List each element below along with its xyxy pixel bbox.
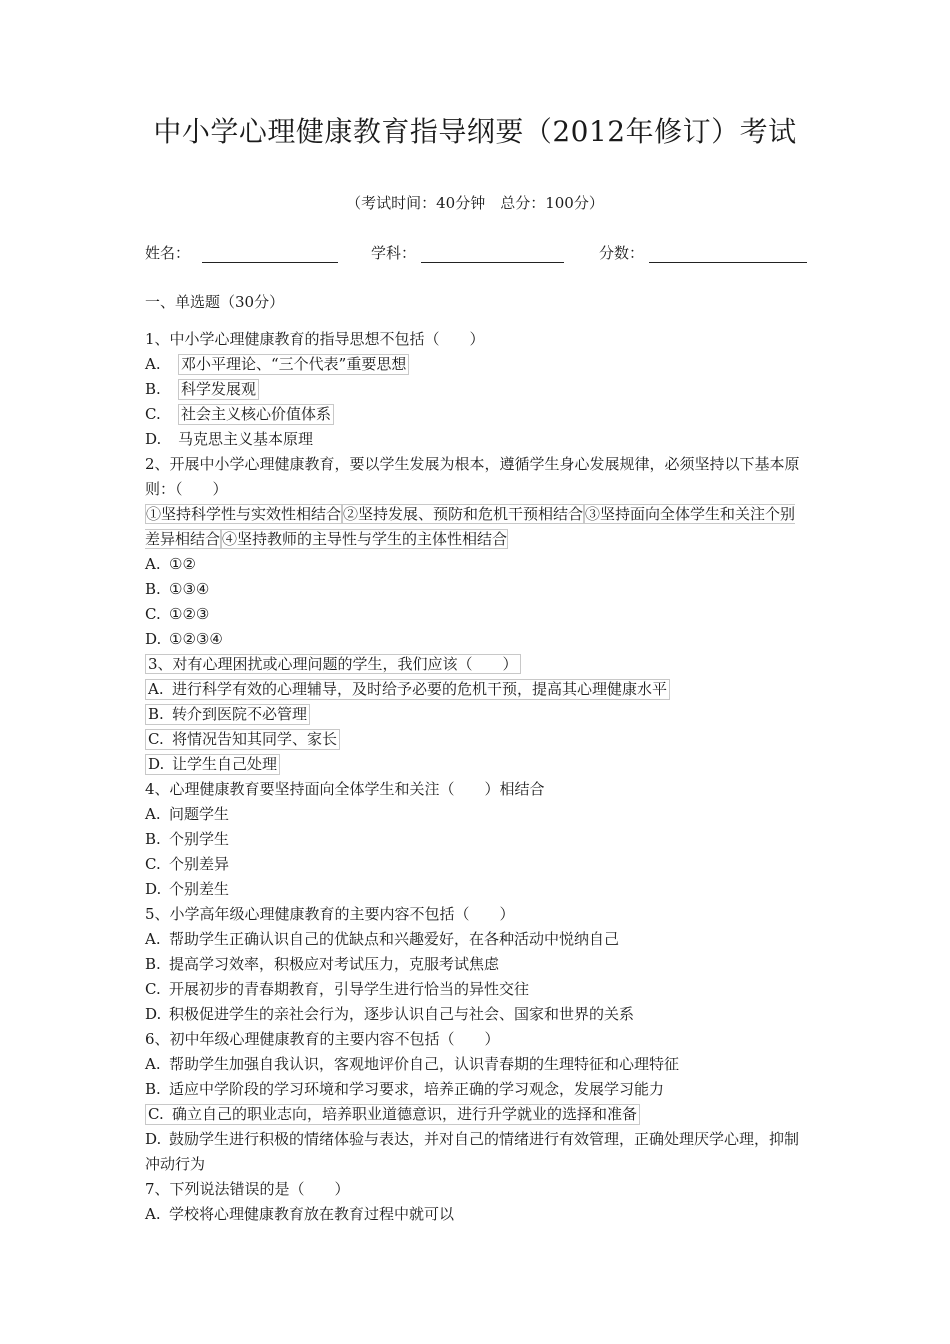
question-stem: 7、下列说法错误的是（ ） <box>145 1180 350 1198</box>
option-letter: A. <box>145 930 161 948</box>
option-text: 社会主义核心价值体系 <box>178 404 334 425</box>
option-c <box>145 852 810 877</box>
question-stem: 6、初中年级心理健康教育的主要内容不包括（ ） <box>145 1030 500 1048</box>
option-b <box>145 952 810 977</box>
option-letter: C. <box>145 855 161 873</box>
option-boxed-line <box>145 1104 640 1125</box>
option-a <box>145 1052 810 1077</box>
option-a <box>145 927 810 952</box>
option-text: 帮助学生加强自我认识，客观地评价自己，认识青春期的生理特征和心理特征 <box>169 1055 680 1073</box>
option-letter: A. <box>148 680 164 698</box>
option-text: 个别学生 <box>169 830 230 848</box>
option-d <box>145 877 810 902</box>
question-list <box>145 327 810 1227</box>
option-c <box>145 727 810 752</box>
option-boxed-line <box>145 679 670 700</box>
question-stem: 1、中小学心理健康教育的指导思想不包括（ ） <box>145 330 485 348</box>
option-a <box>145 802 810 827</box>
option-text: 将情况告知其同学、家长 <box>172 730 338 748</box>
option-letter: D. <box>145 1130 162 1148</box>
question-stem: 4、心理健康教育要坚持面向全体学生和关注（ ）相结合 <box>145 780 545 798</box>
principles-list <box>145 502 810 552</box>
principle-item: ④坚持教师的主导性与学生的主体性相结合 <box>222 530 508 548</box>
option-text: ①② <box>169 555 196 573</box>
option-letter: B. <box>148 705 164 723</box>
option-text: 马克思主义基本原理 <box>178 430 314 448</box>
option-a <box>145 552 810 577</box>
option-text: 帮助学生正确认识自己的优缺点和兴趣爱好，在各种活动中悦纳自己 <box>169 930 620 948</box>
exam-info: （考试时间：40分钟 总分：100分） <box>346 194 604 212</box>
option-b <box>145 702 810 727</box>
option-letter: D. <box>145 1005 162 1023</box>
option-text: 邓小平理论、“三个代表”重要思想 <box>178 354 409 375</box>
option-b <box>145 827 810 852</box>
option-letter: A. <box>145 1055 161 1073</box>
question-stem <box>145 652 810 677</box>
option-letter: B. <box>145 1080 161 1098</box>
option-a <box>145 352 810 377</box>
option-text: 适应中学阶段的学习环境和学习要求，培养正确的学习观念，发展学习能力 <box>169 1080 665 1098</box>
option-letter: C. <box>148 1105 164 1123</box>
option-d <box>145 1002 810 1027</box>
option-letter: C. <box>145 605 161 623</box>
option-d <box>145 752 810 777</box>
option-text: ①②③ <box>169 605 210 623</box>
option-text: 进行科学有效的心理辅导，及时给予必要的危机干预，提高其心理健康水平 <box>172 680 668 698</box>
option-d <box>145 627 810 652</box>
option-letter: C. <box>145 980 161 998</box>
option-a <box>145 677 810 702</box>
name-label: 姓名： <box>145 244 191 262</box>
option-letter: D. <box>145 880 162 898</box>
name-blank-line <box>202 262 338 263</box>
principle-item: ②坚持发展、预防和危机干预相结合 <box>343 505 584 523</box>
option-text: 学校将心理健康教育放在教育过程中就可以 <box>169 1205 455 1223</box>
option-text: 确立自己的职业志向，培养职业道德意识，进行升学就业的选择和准备 <box>172 1105 638 1123</box>
option-text: 让学生自己处理 <box>172 755 278 773</box>
principle-item: ③坚持面向全体学生和关注个别差异相结合 <box>145 505 796 548</box>
option-text: 提高学习效率，积极应对考试压力，克服考试焦虑 <box>169 955 500 973</box>
option-letter: A. <box>145 1205 161 1223</box>
section-title: 一、单选题（30分） <box>145 293 285 311</box>
option-letter: D. <box>145 430 162 448</box>
option-text: 个别差异 <box>169 855 230 873</box>
option-text: ①③④ <box>169 580 210 598</box>
option-letter: A. <box>145 555 161 573</box>
option-b <box>145 377 810 402</box>
page-title: 中小学心理健康教育指导纲要（2012年修订）考试 <box>153 115 797 148</box>
option-b <box>145 577 810 602</box>
question-stem: 2、开展中小学心理健康教育，要以学生发展为根本，遵循学生身心发展规律，必须坚持以下基本原则：（ ） <box>145 455 800 498</box>
option-letter: D. <box>148 755 165 773</box>
option-a <box>145 1202 810 1227</box>
option-boxed-line <box>145 729 340 750</box>
score-label: 分数： <box>599 244 645 262</box>
option-c <box>145 977 810 1002</box>
option-text: 鼓励学生进行积极的情绪体验与表达，并对自己的情绪进行有效管理，正确处理厌学心理，抑制冲动行为 <box>145 1130 800 1173</box>
question-stem: 5、小学高年级心理健康教育的主要内容不包括（ ） <box>145 905 515 923</box>
option-boxed-line <box>145 704 310 725</box>
option-b <box>145 1077 810 1102</box>
option-letter: D. <box>145 630 162 648</box>
question-stem-text: 3、对有心理困扰或心理问题的学生，我们应该（ ） <box>145 654 521 674</box>
option-text: 开展初步的青春期教育，引导学生进行恰当的异性交往 <box>169 980 530 998</box>
option-text: 转介到医院不必管理 <box>172 705 308 723</box>
option-text: 问题学生 <box>169 805 230 823</box>
option-text: 科学发展观 <box>178 379 259 400</box>
option-text: 积极促进学生的亲社会行为，逐步认识自己与社会、国家和世界的关系 <box>169 1005 635 1023</box>
score-blank-line <box>649 262 807 263</box>
option-text: 个别差生 <box>169 880 230 898</box>
option-letter: B. <box>145 830 161 848</box>
option-letter: B. <box>145 580 161 598</box>
option-letter: B. <box>145 380 161 398</box>
option-letter: A. <box>145 805 161 823</box>
option-letter: C. <box>148 730 164 748</box>
option-c <box>145 1102 810 1127</box>
option-boxed-line <box>145 754 280 775</box>
subject-label: 学科： <box>371 244 417 262</box>
principle-item: ①坚持科学性与实效性相结合 <box>146 505 342 523</box>
option-letter: B. <box>145 955 161 973</box>
option-letter: C. <box>145 405 161 423</box>
option-letter: A. <box>145 355 161 373</box>
option-d <box>145 427 810 452</box>
option-c <box>145 402 810 427</box>
option-text: ①②③④ <box>169 630 223 648</box>
header-fields <box>145 240 810 270</box>
option-d <box>145 1127 810 1177</box>
subject-blank-line <box>421 262 564 263</box>
option-c <box>145 602 810 627</box>
